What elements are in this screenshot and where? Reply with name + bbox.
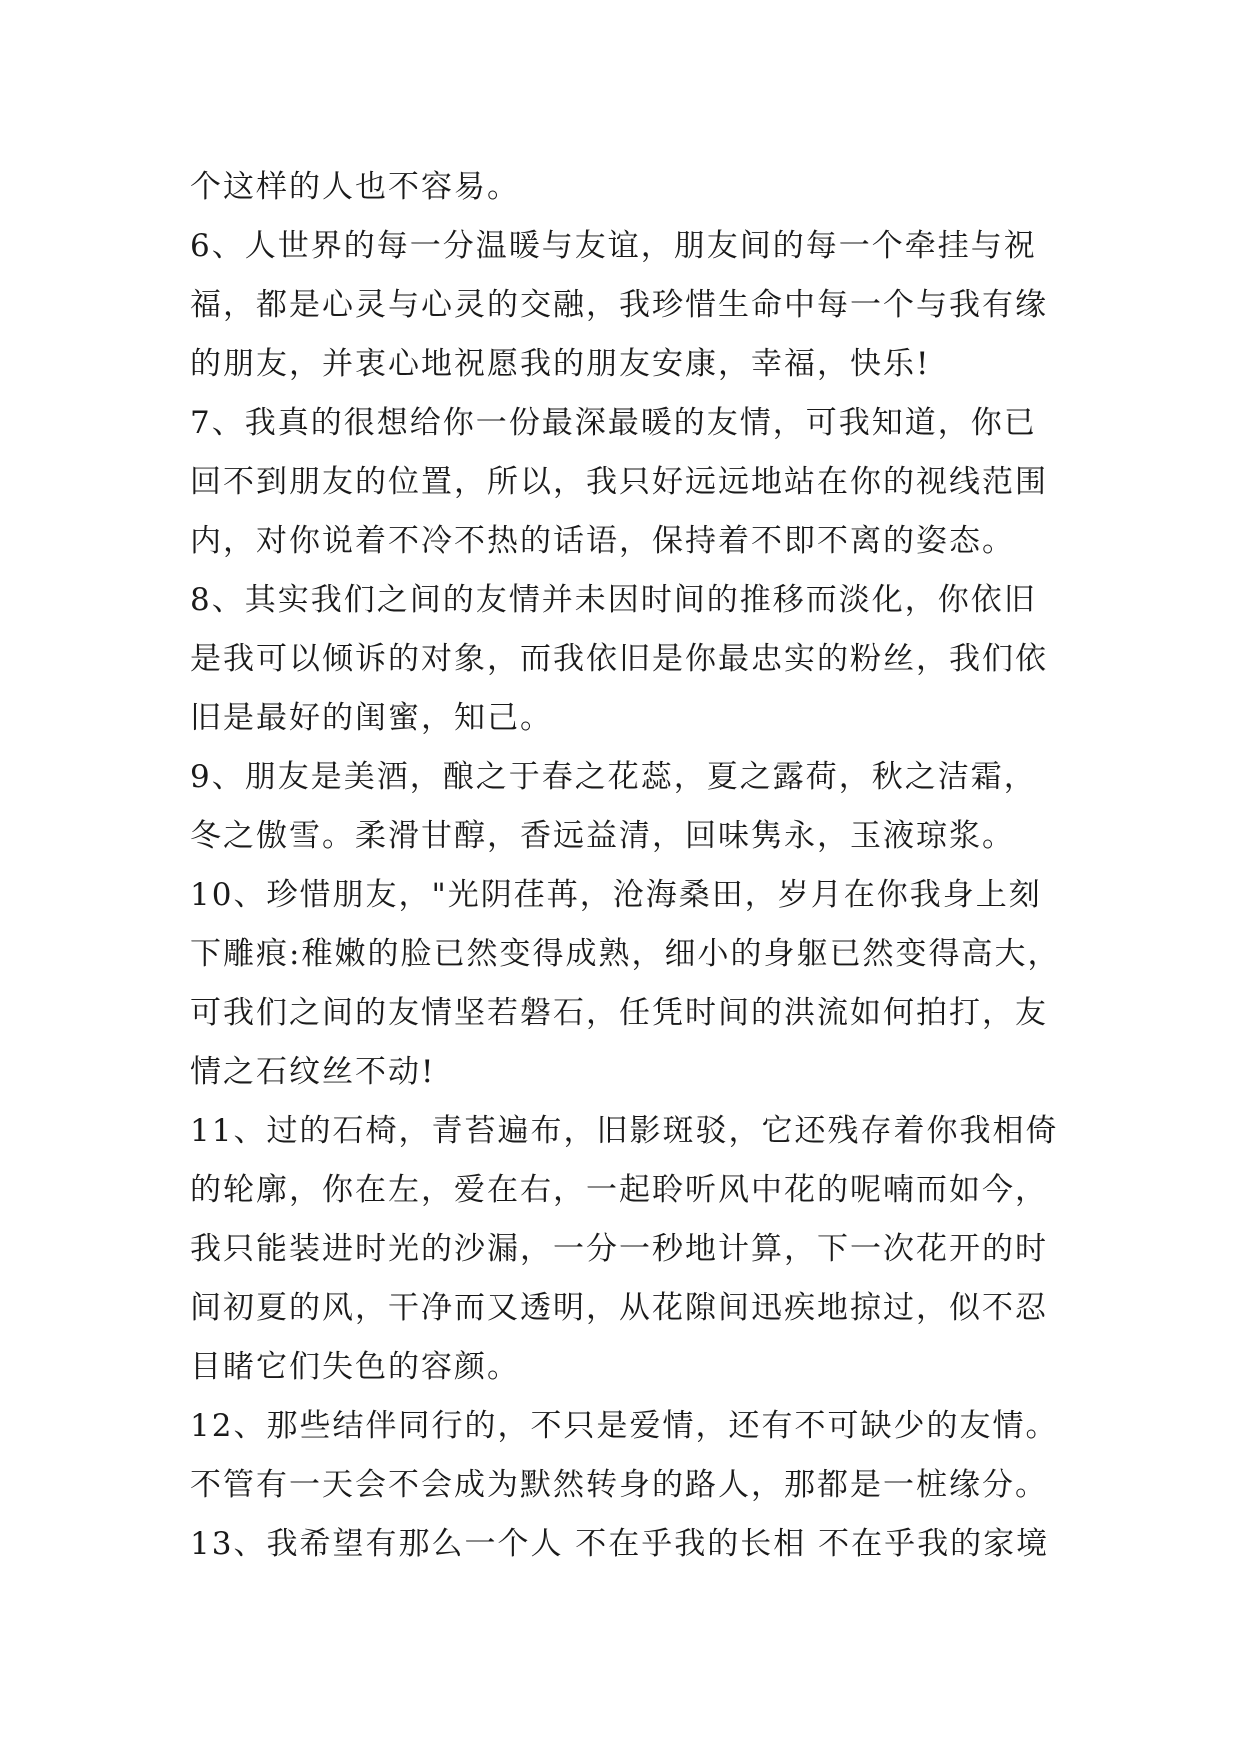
text-line: 不管有一天会不会成为默然转身的路人，那都是一桩缘分。: [190, 1467, 1048, 1503]
text-line: 的朋友，并衷心地祝愿我的朋友安康，幸福，快乐!: [190, 346, 931, 382]
text-line: 冬之傲雪。柔滑甘醇，香远益清，回味隽永，玉液琼浆。: [190, 818, 1015, 854]
text-line: 目睹它们失色的容颜。: [190, 1349, 520, 1385]
text-line: 我只能装进时光的沙漏，一分一秒地计算，下一次花开的时: [190, 1231, 1048, 1267]
text-line: 间初夏的风，干净而又透明，从花隙间迅疾地掠过，似不忍: [190, 1290, 1048, 1326]
text-line: 回不到朋友的位置，所以，我只好远远地站在你的视线范围: [190, 464, 1048, 500]
text-line: 8、其实我们之间的友情并未因时间的推移而淡化，你依旧: [190, 582, 1037, 618]
text-line: 13、我希望有那么一个人 不在乎我的长相 不在乎我的家境: [190, 1526, 1050, 1562]
text-line: 的轮廓，你在左，爱在右，一起聆听风中花的呢喃而如今，: [190, 1172, 1048, 1208]
text-line: 个这样的人也不容易。: [190, 169, 520, 205]
text-line: 福，都是心灵与心灵的交融，我珍惜生命中每一个与我有缘: [190, 287, 1048, 323]
text-line: 11、过的石椅，青苔遍布，旧影斑驳，它还残存着你我相倚: [190, 1113, 1059, 1149]
text-line: 内，对你说着不冷不热的话语，保持着不即不离的姿态。: [190, 523, 1015, 559]
text-line: 情之石纹丝不动!: [190, 1054, 436, 1090]
text-line: 旧是最好的闺蜜，知己。: [190, 700, 553, 736]
text-line: 下雕痕:稚嫩的脸已然变得成熟，细小的身躯已然变得高大，: [190, 936, 1061, 972]
text-line: 7、我真的很想给你一份最深最暖的友情，可我知道，你已: [190, 405, 1037, 441]
text-line: 可我们之间的友情坚若磐石，任凭时间的洪流如何拍打，友: [190, 995, 1048, 1031]
text-line: 10、珍惜朋友，"光阴荏苒，沧海桑田，岁月在你我身上刻: [190, 877, 1042, 913]
document-body: [190, 158, 1070, 1574]
text-line: 是我可以倾诉的对象，而我依旧是你最忠实的粉丝，我们依: [190, 641, 1048, 677]
text-line: 6、人世界的每一分温暖与友谊，朋友间的每一个牵挂与祝: [190, 228, 1037, 264]
text-line: 12、那些结伴同行的，不只是爱情，还有不可缺少的友情。: [190, 1408, 1059, 1444]
text-line: 9、朋友是美酒，酿之于春之花蕊，夏之露荷，秋之洁霜，: [190, 759, 1037, 795]
